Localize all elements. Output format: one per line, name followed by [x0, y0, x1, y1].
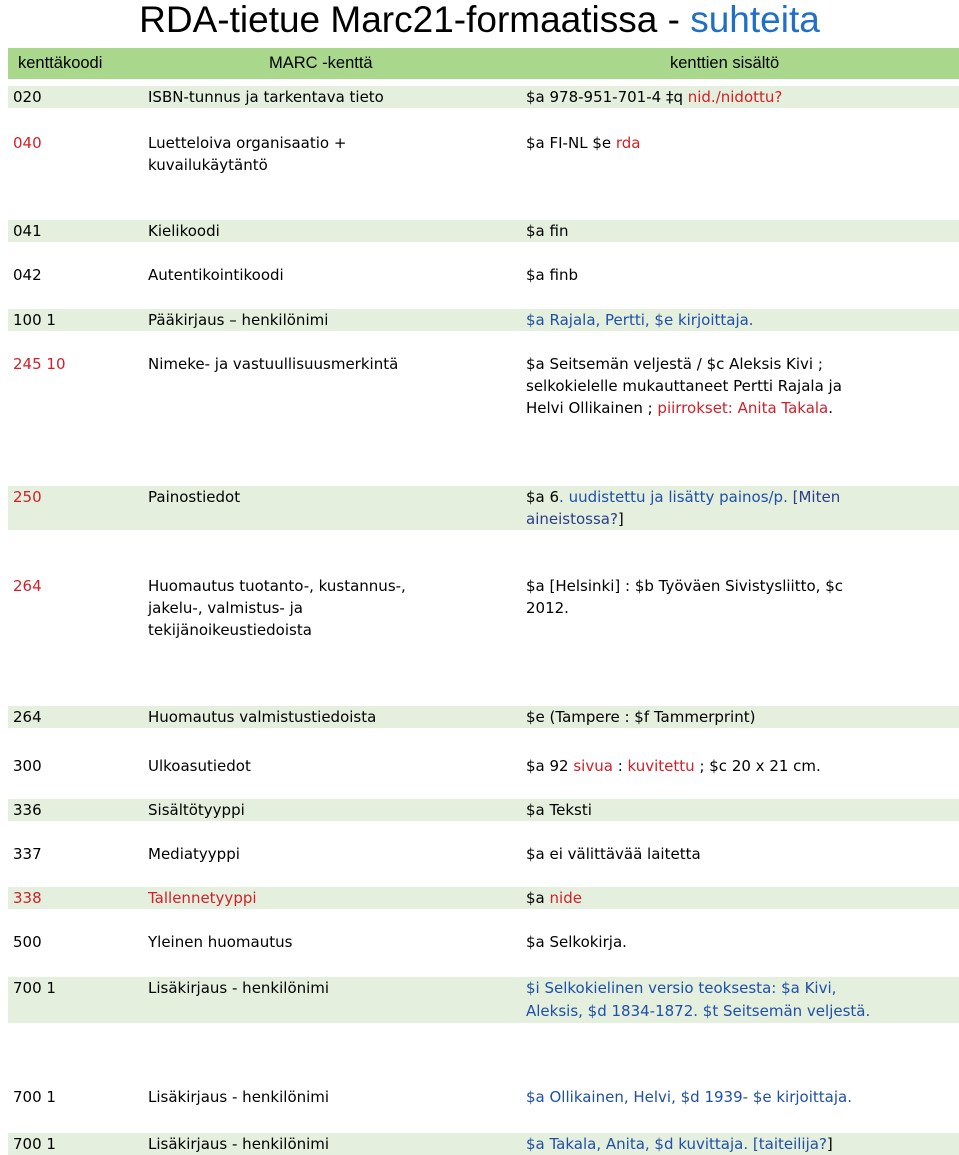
- row-field: Lisäkirjaus - henkilönimi: [148, 979, 330, 997]
- row-code: 700 1: [13, 979, 56, 997]
- table-row: [8, 575, 959, 641]
- row-code: 040: [13, 134, 42, 152]
- table-row: [8, 220, 959, 242]
- row-content: $i Selkokielinen versio teoksesta: $a Kivi, Aleksis, $d 1834-1872. $t Seitsemän veljestä.: [526, 979, 871, 1020]
- row-content: $a Ollikainen, Helvi, $d 1939- $e kirjoittaja.: [526, 1088, 852, 1106]
- row-content: $e (Tampere : $f Tammerprint): [526, 708, 756, 726]
- header-col-code: kenttäkoodi: [18, 54, 103, 72]
- row-content: $a [Helsinki] : $b Työväen Sivistysliitto, $c 2012.: [526, 577, 843, 617]
- row-code: 500: [13, 933, 42, 951]
- row-code: 700 1: [13, 1088, 56, 1106]
- row-code: 245 10: [13, 355, 66, 373]
- table-row: [8, 353, 959, 419]
- title-accent: suhteita: [690, 0, 820, 40]
- row-content: $a nide: [526, 889, 582, 907]
- row-content: $a fin: [526, 222, 569, 240]
- row-code: 700 1: [13, 1135, 56, 1153]
- row-content: $a Selkokirja.: [526, 933, 627, 951]
- header-col-content: kenttien sisältö: [670, 54, 780, 72]
- table-row: [8, 486, 959, 530]
- table-row: [8, 843, 959, 865]
- row-field: Nimeke- ja vastuullisuusmerkintä: [148, 355, 399, 373]
- row-content: $a 6. uudistettu ja lisätty painos/p. [Miten aineistossa?]: [526, 488, 841, 528]
- row-field: Pääkirjaus – henkilönimi: [148, 311, 329, 329]
- table-row: [8, 309, 959, 331]
- table-row: [8, 1133, 959, 1155]
- page-title: [0, 0, 959, 44]
- row-field: Kielikoodi: [148, 222, 220, 240]
- table-row: [8, 755, 959, 777]
- row-code: 338: [13, 889, 42, 907]
- row-code: 100 1: [13, 311, 56, 329]
- row-code: 336: [13, 801, 42, 819]
- table-row: [8, 931, 959, 953]
- row-code: 264: [13, 577, 42, 595]
- row-field: Yleinen huomautus: [148, 933, 293, 951]
- table-header: [8, 48, 959, 79]
- table-row: [8, 706, 959, 728]
- row-field: Lisäkirjaus - henkilönimi: [148, 1088, 330, 1106]
- row-content: $a finb: [526, 266, 578, 284]
- row-code: 337: [13, 845, 42, 863]
- row-field: Huomautus tuotanto-, kustannus-, jakelu-, valmistus- ja tekijänoikeustiedoista: [148, 577, 406, 639]
- row-content: $a Seitsemän veljestä / $c Aleksis Kivi ; selkokielelle mukauttaneet Pertti Rajala ja Helvi Ollikainen ; piirrokset: Anita Takala.: [526, 355, 842, 417]
- row-content: $a 92 sivua : kuvitettu ; $c 20 x 21 cm.: [526, 757, 821, 775]
- table-row: [8, 264, 959, 286]
- row-field: Autentikointikoodi: [148, 266, 284, 284]
- row-content: $a FI-NL $e rda: [526, 134, 641, 152]
- row-content: $a Teksti: [526, 801, 592, 819]
- table-row: [8, 1086, 959, 1108]
- row-code: 264: [13, 708, 42, 726]
- row-field: Tallennetyyppi: [148, 889, 257, 907]
- row-code: 300: [13, 757, 42, 775]
- row-field: Sisältötyyppi: [148, 801, 245, 819]
- table-row: [8, 977, 959, 1023]
- row-content: $a ei välittävää laitetta: [526, 845, 701, 863]
- header-col-field: MARC -kenttä: [269, 54, 373, 72]
- row-field: Lisäkirjaus - henkilönimi: [148, 1135, 330, 1153]
- table-row: [8, 799, 959, 821]
- row-content: $a 978-951-701-4 ‡q nid./nidottu?: [526, 88, 783, 106]
- row-code: 042: [13, 266, 42, 284]
- row-field: Luetteloiva organisaatio + kuvailukäytäntö: [148, 134, 347, 174]
- row-code: 041: [13, 222, 42, 240]
- row-content: $a Rajala, Pertti, $e kirjoittaja.: [526, 311, 754, 329]
- row-field: Ulkoasutiedot: [148, 757, 251, 775]
- row-code: 020: [13, 88, 42, 106]
- table-row: [8, 86, 959, 108]
- table-row: [8, 887, 959, 909]
- table-row: [8, 132, 959, 176]
- row-code: 250: [13, 488, 42, 506]
- row-field: ISBN-tunnus ja tarkentava tieto: [148, 88, 384, 106]
- row-field: Painostiedot: [148, 488, 241, 506]
- row-content: $a Takala, Anita, $d kuvittaja. [taiteilija?]: [526, 1135, 833, 1153]
- title-main: RDA-tietue Marc21-formaatissa -: [139, 0, 691, 40]
- row-field: Huomautus valmistustiedoista: [148, 708, 377, 726]
- row-field: Mediatyyppi: [148, 845, 240, 863]
